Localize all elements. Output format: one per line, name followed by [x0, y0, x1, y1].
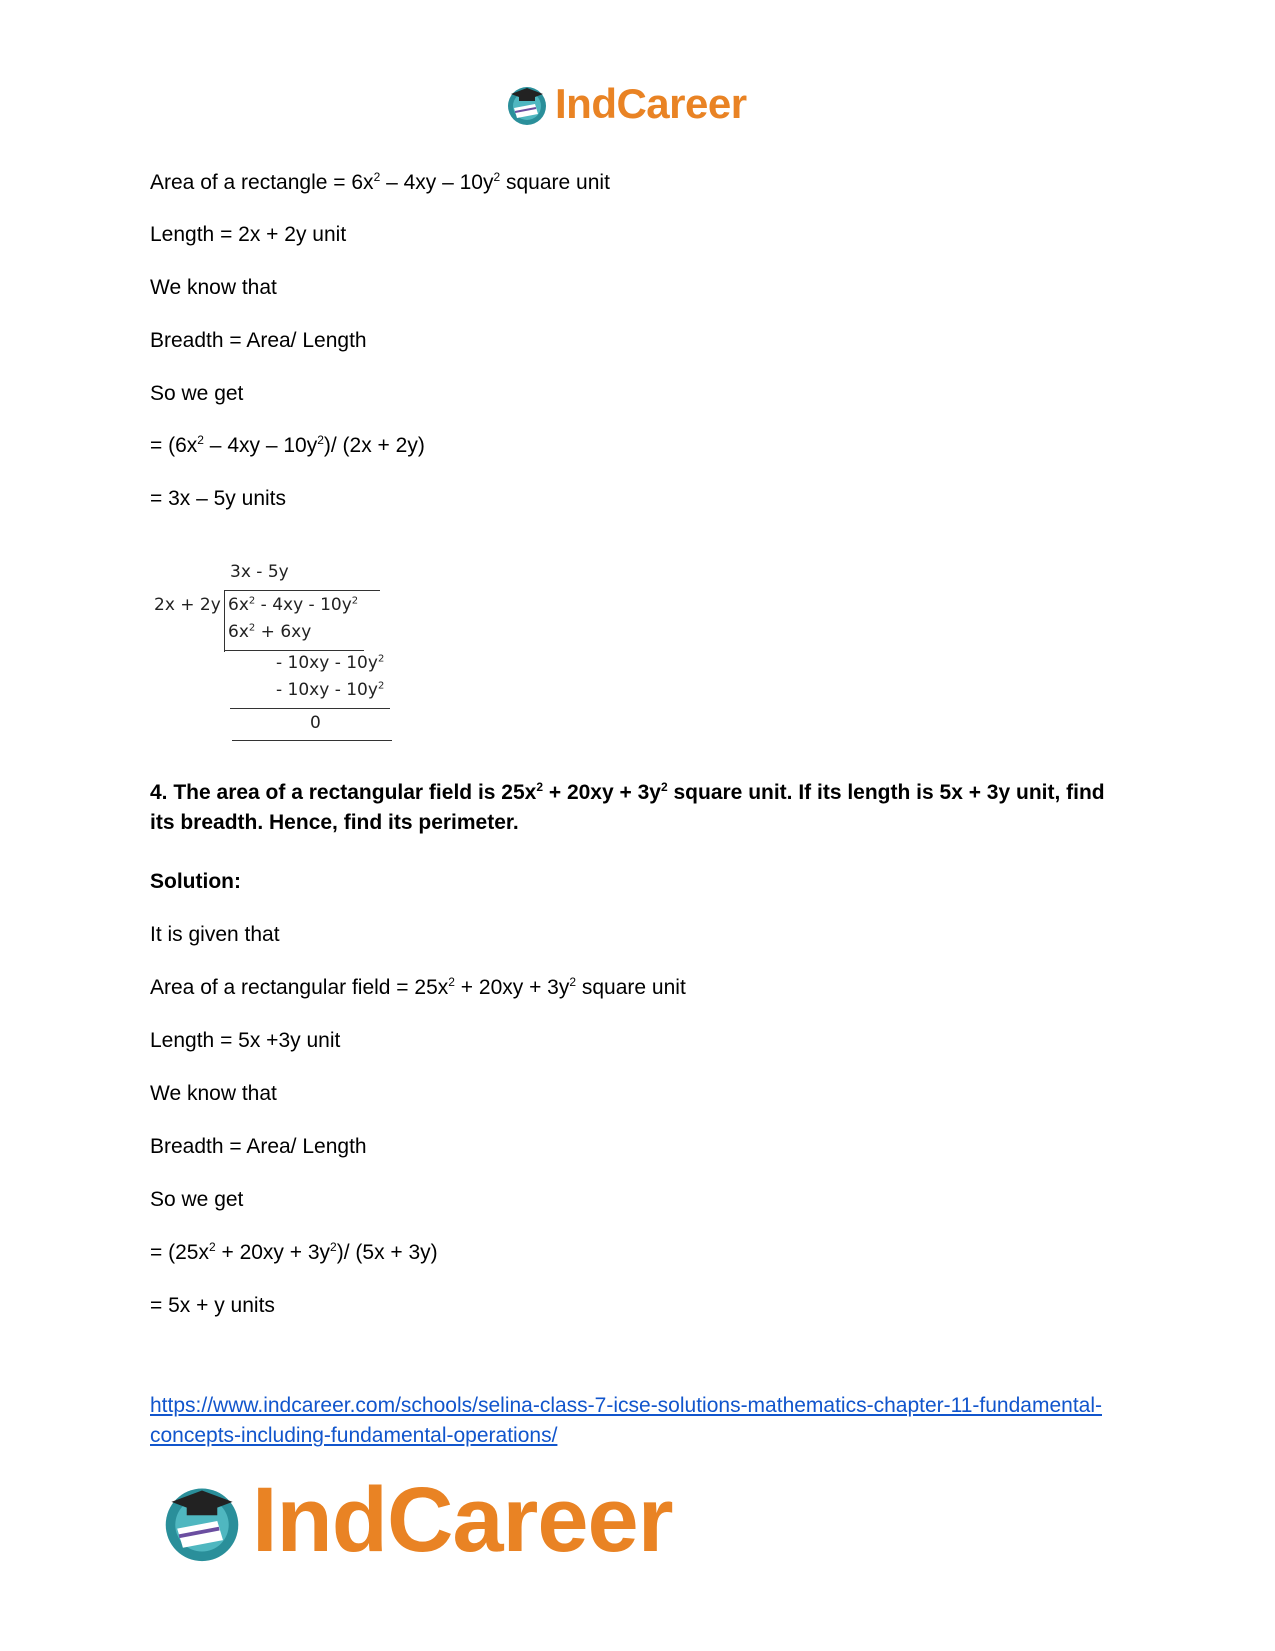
result-text: = 3x – 5y units — [150, 487, 286, 510]
given-text: It is given that — [150, 923, 280, 946]
length-statement: Length = 2x + 2y unit — [150, 223, 347, 246]
question-4: 4. The area of a rectangular field is $25x^2 + 20xy + 3y^2$ square unit. If its length is 5x + 3y unit, find its breadth. Hence, find its perimeter. — [150, 780, 1105, 834]
division-bar — [224, 590, 380, 591]
first-rule — [224, 650, 364, 651]
so-we-get-text-2: So we get — [150, 1188, 244, 1211]
breadth-formula-2: Breadth = Area/ Length — [150, 1135, 367, 1158]
solution-heading: Solution: — [150, 870, 241, 893]
division-expression: = $(6x^2 - 4xy - 10y^2)/$ (2x + 2y) — [150, 433, 425, 457]
second-rule — [230, 708, 390, 709]
area-statement: Area of a rectangle = $6x^2 - 4xy - 10y^2$ square unit — [150, 170, 610, 194]
source-link[interactable]: https://www.indcareer.com/schools/selina-class-7-icse-solutions-mathematics-chapter-11-fundamental-concepts-including-fundamental-operations/ — [150, 1394, 1102, 1447]
logo-wordmark: IndCareer — [252, 1469, 673, 1571]
final-remainder: 0 — [310, 713, 321, 733]
first-remainder: - $10xy - 10y^2$ — [276, 653, 385, 673]
graduation-cap-icon — [505, 82, 549, 126]
result-text-2: = 5x + y units — [150, 1294, 275, 1317]
logo-wordmark: IndCareer — [555, 80, 747, 127]
long-division-figure — [150, 562, 410, 760]
field-length-statement: Length = 5x +3y unit — [150, 1029, 341, 1052]
header-logo — [505, 80, 747, 128]
know-that-text-2: We know that — [150, 1082, 277, 1105]
breadth-formula: Breadth = Area/ Length — [150, 329, 367, 352]
division-expression-2: = $(25x^2 + 20xy + 3y^2)/$ (5x + 3y) — [150, 1240, 438, 1264]
first-subtrahend: $6x^2 + 6xy$ — [228, 622, 312, 642]
graduation-cap-icon — [160, 1479, 244, 1563]
know-that-text: We know that — [150, 276, 277, 299]
so-we-get-text: So we get — [150, 382, 244, 405]
division-bracket — [224, 590, 225, 652]
footer-logo — [160, 1468, 673, 1573]
dividend: $6x^2 - 4xy - 10y^2$ — [228, 595, 359, 615]
second-subtrahend: - $10xy - 10y^2$ — [276, 680, 385, 700]
quotient: 3x - 5y — [230, 562, 289, 582]
bottom-rule — [232, 740, 392, 741]
divisor: 2x + 2y — [154, 595, 221, 615]
field-area-statement: Area of a rectangular field = $25x^2 + 20xy + 3y^2$ square unit — [150, 975, 686, 999]
